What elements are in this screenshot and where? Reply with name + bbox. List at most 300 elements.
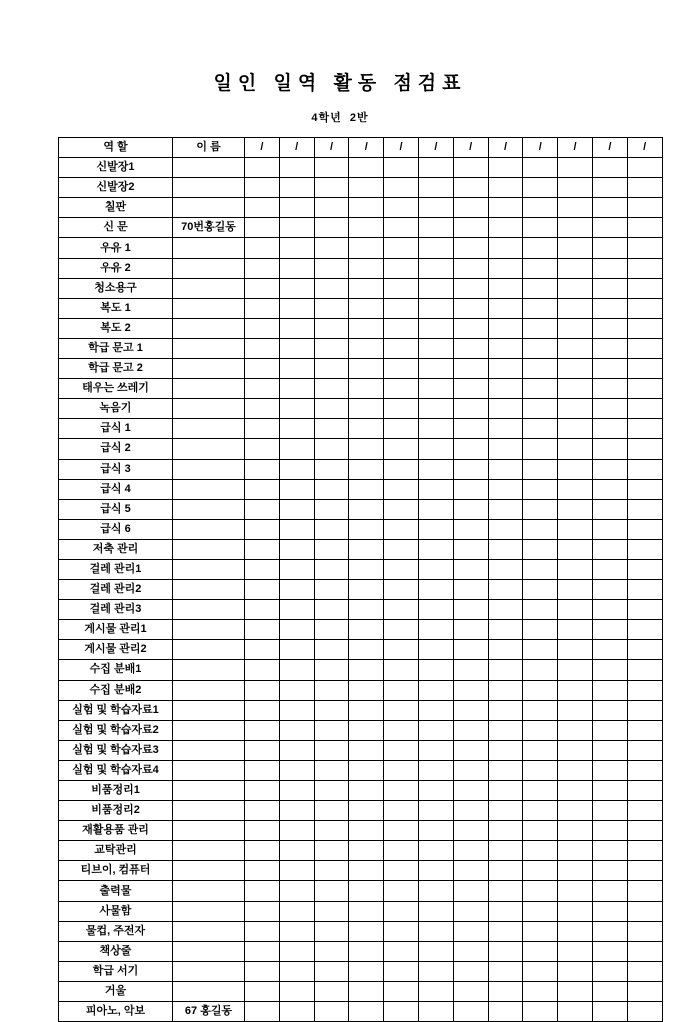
check-cell[interactable] [279,318,314,338]
check-cell[interactable] [384,961,419,981]
check-cell[interactable] [349,298,384,318]
check-cell[interactable] [627,559,662,579]
check-cell[interactable] [279,539,314,559]
check-cell[interactable] [384,680,419,700]
check-cell[interactable] [245,580,280,600]
check-cell[interactable] [627,399,662,419]
check-cell[interactable] [627,941,662,961]
check-cell[interactable] [627,901,662,921]
check-cell[interactable] [488,278,523,298]
check-cell[interactable] [418,499,453,519]
check-cell[interactable] [488,198,523,218]
check-cell[interactable] [349,821,384,841]
check-cell[interactable] [627,479,662,499]
check-cell[interactable] [592,439,627,459]
check-cell[interactable] [627,519,662,539]
check-cell[interactable] [418,359,453,379]
check-cell[interactable] [592,640,627,660]
check-cell[interactable] [627,278,662,298]
check-cell[interactable] [349,740,384,760]
check-cell[interactable] [523,338,558,358]
check-cell[interactable] [418,861,453,881]
check-cell[interactable] [349,419,384,439]
check-cell[interactable] [384,258,419,278]
name-cell[interactable] [173,499,245,519]
check-cell[interactable] [245,158,280,178]
check-cell[interactable] [453,881,488,901]
check-cell[interactable] [314,278,349,298]
check-cell[interactable] [523,318,558,338]
check-cell[interactable] [627,318,662,338]
check-cell[interactable] [245,921,280,941]
check-cell[interactable] [558,218,593,238]
check-cell[interactable] [453,760,488,780]
check-cell[interactable] [384,439,419,459]
check-cell[interactable] [453,740,488,760]
check-cell[interactable] [523,640,558,660]
check-cell[interactable] [349,981,384,1001]
check-cell[interactable] [523,921,558,941]
check-cell[interactable] [453,580,488,600]
check-cell[interactable] [453,1002,488,1022]
check-cell[interactable] [314,881,349,901]
check-cell[interactable] [453,841,488,861]
check-cell[interactable] [279,459,314,479]
check-cell[interactable] [523,901,558,921]
check-cell[interactable] [523,801,558,821]
check-cell[interactable] [245,459,280,479]
check-cell[interactable] [627,178,662,198]
check-cell[interactable] [245,399,280,419]
check-cell[interactable] [314,539,349,559]
check-cell[interactable] [279,760,314,780]
check-cell[interactable] [523,559,558,579]
check-cell[interactable] [488,680,523,700]
check-cell[interactable] [349,439,384,459]
check-cell[interactable] [523,941,558,961]
check-cell[interactable] [245,841,280,861]
check-cell[interactable] [245,760,280,780]
check-cell[interactable] [592,519,627,539]
check-cell[interactable] [279,640,314,660]
check-cell[interactable] [592,1002,627,1022]
check-cell[interactable] [592,801,627,821]
check-cell[interactable] [523,861,558,881]
check-cell[interactable] [592,218,627,238]
check-cell[interactable] [418,198,453,218]
check-cell[interactable] [488,700,523,720]
check-cell[interactable] [488,519,523,539]
check-cell[interactable] [349,218,384,238]
check-cell[interactable] [245,1002,280,1022]
check-cell[interactable] [279,660,314,680]
check-cell[interactable] [558,941,593,961]
name-cell[interactable] [173,298,245,318]
check-cell[interactable] [349,961,384,981]
check-cell[interactable] [592,941,627,961]
check-cell[interactable] [384,700,419,720]
check-cell[interactable] [384,539,419,559]
check-cell[interactable] [279,700,314,720]
check-cell[interactable] [418,781,453,801]
check-cell[interactable] [453,961,488,981]
check-cell[interactable] [558,379,593,399]
check-cell[interactable] [558,238,593,258]
check-cell[interactable] [558,419,593,439]
check-cell[interactable] [314,640,349,660]
name-cell[interactable] [173,559,245,579]
check-cell[interactable] [279,359,314,379]
check-cell[interactable] [627,781,662,801]
check-cell[interactable] [349,178,384,198]
check-cell[interactable] [523,700,558,720]
name-cell[interactable]: 67 홍길동 [173,1002,245,1022]
check-cell[interactable] [488,620,523,640]
check-cell[interactable] [558,801,593,821]
check-cell[interactable] [558,298,593,318]
check-cell[interactable] [279,901,314,921]
check-cell[interactable] [245,419,280,439]
check-cell[interactable] [627,459,662,479]
name-cell[interactable] [173,338,245,358]
check-cell[interactable] [418,700,453,720]
check-cell[interactable] [418,419,453,439]
name-cell[interactable] [173,760,245,780]
check-cell[interactable] [245,680,280,700]
check-cell[interactable] [627,338,662,358]
check-cell[interactable] [488,941,523,961]
check-cell[interactable] [279,720,314,740]
check-cell[interactable] [279,1002,314,1022]
check-cell[interactable] [314,218,349,238]
check-cell[interactable] [523,660,558,680]
check-cell[interactable] [314,700,349,720]
check-cell[interactable] [523,519,558,539]
check-cell[interactable] [453,640,488,660]
check-cell[interactable] [592,600,627,620]
check-cell[interactable] [453,238,488,258]
check-cell[interactable] [523,278,558,298]
check-cell[interactable] [558,921,593,941]
check-cell[interactable] [558,399,593,419]
check-cell[interactable] [384,740,419,760]
check-cell[interactable] [523,1002,558,1022]
check-cell[interactable] [279,479,314,499]
check-cell[interactable] [279,158,314,178]
check-cell[interactable] [592,499,627,519]
check-cell[interactable] [488,740,523,760]
check-cell[interactable] [523,359,558,379]
check-cell[interactable] [592,821,627,841]
check-cell[interactable] [558,158,593,178]
check-cell[interactable] [627,620,662,640]
check-cell[interactable] [488,459,523,479]
check-cell[interactable] [558,881,593,901]
check-cell[interactable] [384,318,419,338]
check-cell[interactable] [384,841,419,861]
check-cell[interactable] [314,781,349,801]
check-cell[interactable] [314,720,349,740]
check-cell[interactable] [592,479,627,499]
check-cell[interactable] [384,901,419,921]
check-cell[interactable] [453,439,488,459]
name-cell[interactable] [173,620,245,640]
check-cell[interactable] [245,881,280,901]
check-cell[interactable] [453,801,488,821]
check-cell[interactable] [627,298,662,318]
name-cell[interactable] [173,740,245,760]
check-cell[interactable] [279,921,314,941]
check-cell[interactable] [453,539,488,559]
check-cell[interactable] [314,921,349,941]
name-cell[interactable] [173,821,245,841]
check-cell[interactable] [418,981,453,1001]
check-cell[interactable] [592,318,627,338]
check-cell[interactable] [279,399,314,419]
check-cell[interactable] [349,559,384,579]
check-cell[interactable] [523,881,558,901]
name-cell[interactable] [173,399,245,419]
check-cell[interactable] [523,499,558,519]
check-cell[interactable] [592,258,627,278]
check-cell[interactable] [488,178,523,198]
check-cell[interactable] [314,499,349,519]
check-cell[interactable] [592,580,627,600]
check-cell[interactable] [384,620,419,640]
check-cell[interactable] [592,740,627,760]
check-cell[interactable] [592,881,627,901]
check-cell[interactable] [453,981,488,1001]
check-cell[interactable] [245,981,280,1001]
check-cell[interactable] [488,298,523,318]
check-cell[interactable] [349,580,384,600]
check-cell[interactable] [488,238,523,258]
check-cell[interactable] [349,801,384,821]
check-cell[interactable] [592,841,627,861]
check-cell[interactable] [488,861,523,881]
name-cell[interactable] [173,680,245,700]
check-cell[interactable] [558,1002,593,1022]
check-cell[interactable] [418,620,453,640]
check-cell[interactable] [592,961,627,981]
check-cell[interactable] [245,278,280,298]
check-cell[interactable] [314,941,349,961]
check-cell[interactable] [314,861,349,881]
check-cell[interactable] [558,318,593,338]
check-cell[interactable] [349,1002,384,1022]
name-cell[interactable] [173,720,245,740]
name-cell[interactable] [173,781,245,801]
check-cell[interactable] [314,399,349,419]
check-cell[interactable] [279,861,314,881]
check-cell[interactable] [384,760,419,780]
check-cell[interactable] [488,600,523,620]
check-cell[interactable] [245,539,280,559]
check-cell[interactable] [592,620,627,640]
check-cell[interactable] [418,258,453,278]
check-cell[interactable] [384,399,419,419]
check-cell[interactable] [314,298,349,318]
check-cell[interactable] [627,419,662,439]
check-cell[interactable] [453,781,488,801]
check-cell[interactable] [245,640,280,660]
check-cell[interactable] [245,620,280,640]
check-cell[interactable] [349,700,384,720]
check-cell[interactable] [245,439,280,459]
check-cell[interactable] [418,178,453,198]
name-cell[interactable] [173,881,245,901]
check-cell[interactable] [349,861,384,881]
check-cell[interactable] [558,620,593,640]
check-cell[interactable] [488,821,523,841]
check-cell[interactable] [627,740,662,760]
check-cell[interactable] [384,640,419,660]
check-cell[interactable] [523,419,558,439]
check-cell[interactable] [245,801,280,821]
check-cell[interactable] [349,379,384,399]
check-cell[interactable] [558,559,593,579]
check-cell[interactable] [627,760,662,780]
check-cell[interactable] [592,700,627,720]
check-cell[interactable] [384,941,419,961]
name-cell[interactable] [173,981,245,1001]
check-cell[interactable] [418,379,453,399]
check-cell[interactable] [523,399,558,419]
check-cell[interactable] [349,238,384,258]
check-cell[interactable] [384,519,419,539]
check-cell[interactable] [314,419,349,439]
check-cell[interactable] [627,158,662,178]
name-cell[interactable] [173,961,245,981]
check-cell[interactable] [245,359,280,379]
check-cell[interactable] [453,559,488,579]
check-cell[interactable] [245,479,280,499]
check-cell[interactable] [627,499,662,519]
check-cell[interactable] [453,158,488,178]
check-cell[interactable] [592,399,627,419]
check-cell[interactable] [627,981,662,1001]
check-cell[interactable] [592,680,627,700]
check-cell[interactable] [453,419,488,439]
check-cell[interactable] [558,539,593,559]
check-cell[interactable] [453,258,488,278]
check-cell[interactable] [245,258,280,278]
check-cell[interactable] [523,740,558,760]
check-cell[interactable] [314,379,349,399]
check-cell[interactable] [453,921,488,941]
check-cell[interactable] [488,539,523,559]
check-cell[interactable] [558,278,593,298]
check-cell[interactable] [314,158,349,178]
check-cell[interactable] [592,459,627,479]
check-cell[interactable] [349,881,384,901]
check-cell[interactable] [592,660,627,680]
check-cell[interactable] [314,359,349,379]
check-cell[interactable] [523,238,558,258]
check-cell[interactable] [418,278,453,298]
check-cell[interactable] [523,439,558,459]
check-cell[interactable] [523,781,558,801]
check-cell[interactable] [314,559,349,579]
check-cell[interactable] [314,620,349,640]
check-cell[interactable] [592,178,627,198]
check-cell[interactable] [558,258,593,278]
check-cell[interactable] [314,580,349,600]
check-cell[interactable] [279,338,314,358]
check-cell[interactable] [558,901,593,921]
check-cell[interactable] [592,419,627,439]
check-cell[interactable] [279,298,314,318]
check-cell[interactable] [418,399,453,419]
check-cell[interactable] [349,640,384,660]
check-cell[interactable] [453,600,488,620]
name-cell[interactable] [173,580,245,600]
check-cell[interactable] [314,680,349,700]
check-cell[interactable] [558,680,593,700]
check-cell[interactable] [279,600,314,620]
check-cell[interactable] [523,841,558,861]
name-cell[interactable] [173,318,245,338]
check-cell[interactable] [523,379,558,399]
check-cell[interactable] [453,620,488,640]
check-cell[interactable] [349,198,384,218]
check-cell[interactable] [453,861,488,881]
check-cell[interactable] [418,459,453,479]
check-cell[interactable] [488,399,523,419]
check-cell[interactable] [418,580,453,600]
check-cell[interactable] [314,318,349,338]
check-cell[interactable] [245,178,280,198]
check-cell[interactable] [279,981,314,1001]
check-cell[interactable] [384,499,419,519]
check-cell[interactable] [418,740,453,760]
check-cell[interactable] [453,499,488,519]
check-cell[interactable] [279,881,314,901]
check-cell[interactable] [592,338,627,358]
check-cell[interactable] [384,158,419,178]
name-cell[interactable] [173,419,245,439]
check-cell[interactable] [245,559,280,579]
check-cell[interactable] [314,600,349,620]
check-cell[interactable] [558,519,593,539]
check-cell[interactable] [279,821,314,841]
check-cell[interactable] [279,781,314,801]
check-cell[interactable] [523,459,558,479]
check-cell[interactable] [592,198,627,218]
check-cell[interactable] [592,238,627,258]
name-cell[interactable] [173,238,245,258]
name-cell[interactable] [173,660,245,680]
check-cell[interactable] [558,740,593,760]
name-cell[interactable] [173,479,245,499]
check-cell[interactable] [349,600,384,620]
check-cell[interactable] [384,459,419,479]
check-cell[interactable] [384,359,419,379]
check-cell[interactable] [627,439,662,459]
check-cell[interactable] [245,740,280,760]
check-cell[interactable] [558,178,593,198]
check-cell[interactable] [523,158,558,178]
check-cell[interactable] [488,1002,523,1022]
check-cell[interactable] [488,660,523,680]
check-cell[interactable] [384,660,419,680]
check-cell[interactable] [453,700,488,720]
check-cell[interactable] [349,459,384,479]
check-cell[interactable] [592,861,627,881]
check-cell[interactable] [384,238,419,258]
check-cell[interactable] [279,198,314,218]
check-cell[interactable] [279,620,314,640]
